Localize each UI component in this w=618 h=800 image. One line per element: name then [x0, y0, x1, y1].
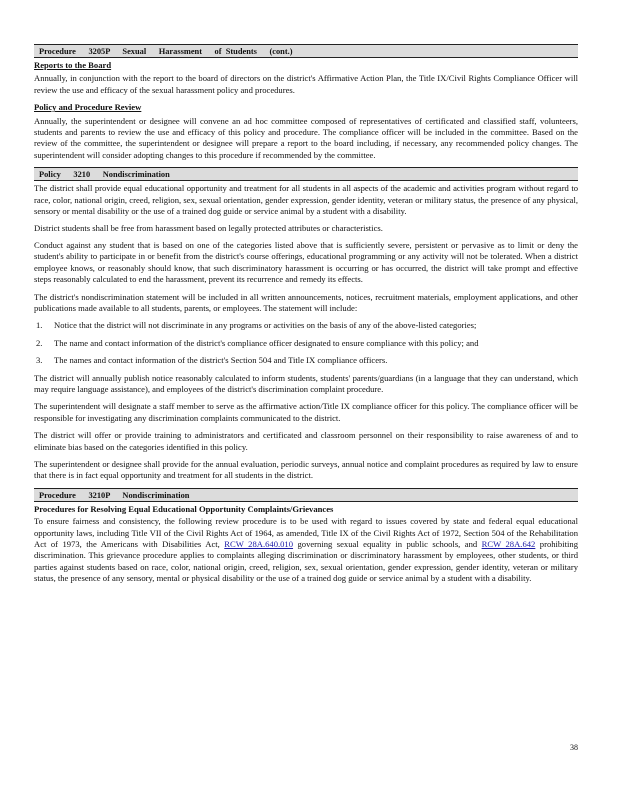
paragraph-evaluation: The superintendent or designee shall provide for the annual evaluation, periodic surveys, annual notice and complaint procedures as required by law to ensure that there is in fact equal opportunity and treatment for all students in the district.: [34, 458, 578, 481]
subheading-policy-procedure-review: Policy and Procedure Review: [34, 102, 142, 113]
list-number: 3.: [36, 355, 43, 366]
paragraph-review-procedure: [34, 516, 578, 584]
list-item: [34, 320, 578, 331]
list-text: The names and contact information of the district's Section 504 and Title IX compliance officers.: [54, 355, 388, 366]
list-text: The name and contact information of the district's compliance officer designated to ensure compliance with this policy; and: [54, 337, 479, 348]
paragraph-free-from-harassment: District students shall be free from harassment based on legally protected attributes or characteristics.: [34, 223, 383, 234]
list-text: Notice that the district will not discriminate in any programs or activities on the basis of any of the above-listed categories;: [54, 320, 477, 331]
paragraph-review: Annually, the superintendent or designee will convene an ad hoc committee composed of representatives of certificated and classified staff, volunteers, students and parents to review the use and efficacy of this policy and procedure. The compliance officer will be included in the committee. Based on the review of the committee, the superintendent or designee will prepare a report to the board including, if necessary, any recommended policy changes. The superintendent will consider adopting changes to this procedure if recommended by the committee.: [34, 115, 578, 160]
section-header-procedure-3210p: Procedure 3210P Nondiscrimination: [34, 488, 578, 502]
text-segment: governing sexual equality in public schools, and: [293, 539, 482, 549]
section-header-policy-3210: Policy 3210 Nondiscrimination: [34, 167, 578, 181]
paragraph-reports: Annually, in conjunction with the report to the board of directors on the district's Affirmative Action Plan, the Title IX/Civil Rights Compliance Officer will review the use and efficacy of the sexual harassment policy and procedures.: [34, 73, 578, 95]
text-segment: prohibiting discrimination. This grievance procedure applies to complaints alleging discrimination or discriminatory harassment by employees, other students, or third parties against students based on race, color, national origin, creed, religion, sex, sexual orientation, gender expression, gender identity, veteran or military status, the presence of any sensory, mental or physical disability or the use of a trained dog guide or service animal by a student with a disability.: [34, 539, 578, 584]
paragraph-conduct: Conduct against any student that is based on one of the categories listed above that is sufficiently severe, persistent or pervasive as to limit or deny the student's ability to participate in or benefit from the district's course offerings, educational programming or any activity will not be tolerated. When a district employee knows, or reasonably should know, that such discriminatory harassment is occurring or has occurred, the district will take prompt and effective steps reasonably calculated to end the harassment, prevent its recurrence and remedy its effects.: [34, 239, 578, 285]
page-number: 38: [570, 743, 578, 752]
list-item: [34, 338, 578, 349]
subheading-complaint-procedures: Procedures for Resolving Equal Educational Opportunity Complaints/Grievances: [34, 503, 334, 514]
list-number: 1.: [36, 320, 43, 331]
document-page: [34, 44, 578, 591]
rcw-link-28a-642[interactable]: RCW 28A.642: [481, 539, 536, 549]
statement-list: [34, 320, 578, 366]
paragraph-statement: The district's nondiscrimination statement will be included in all written announcements, notices, recruitment materials, employment applications, and other publications made available to all students, parents, or employees. The statement will include:: [34, 291, 578, 313]
paragraph-training: The district will offer or provide training to administrators and certificated and classroom personnel on their responsibility to raise awareness of and to eliminate bias based on the categories identified in this policy.: [34, 430, 578, 452]
paragraph-annual-notice: The district will annually publish notice reasonably calculated to inform students, students' parents/guardians (in a language that they can understand, which may require language assistance), and employees of the district's discrimination complaint procedure.: [34, 372, 578, 394]
rcw-link-28a-640-010[interactable]: RCW 28A.640.010: [224, 539, 294, 549]
subheading-reports-to-board: Reports to the Board: [34, 60, 112, 70]
section-header-procedure-3205p: Procedure 3205P Sexual Harassment of Students (cont.): [34, 44, 578, 58]
list-item: [34, 355, 578, 366]
text-segment: To ensure fairness and consistency, the following review procedure is to be used with regard to issues covered by state and federal equal educational opportunity laws, including Title VII of the Civil Rights Act of 1964, as amended, Title IX of the Civil Rights Act of 1972, Section 504 of the Rehabilitation Act of 1973, the Americans with Disabilities Act,: [34, 516, 578, 549]
list-number: 2.: [36, 337, 43, 348]
paragraph-equal-opportunity: The district shall provide equal educational opportunity and treatment for all students in all aspects of the academic and activities program without regard to race, color, national origin, creed, religion, sex, sexual orientation, gender expression, gender identity, veteran or military status, the presence of any physical, sensory or mental disability or the use of a trained dog guide or service animal by a student with a disability.: [34, 183, 578, 217]
paragraph-compliance-officer: The superintendent will designate a staff member to serve as the affirmative action/Title IX compliance officer for this policy. The compliance officer will be responsible for investigating any discrimination complaints communicated to the district.: [34, 401, 578, 423]
